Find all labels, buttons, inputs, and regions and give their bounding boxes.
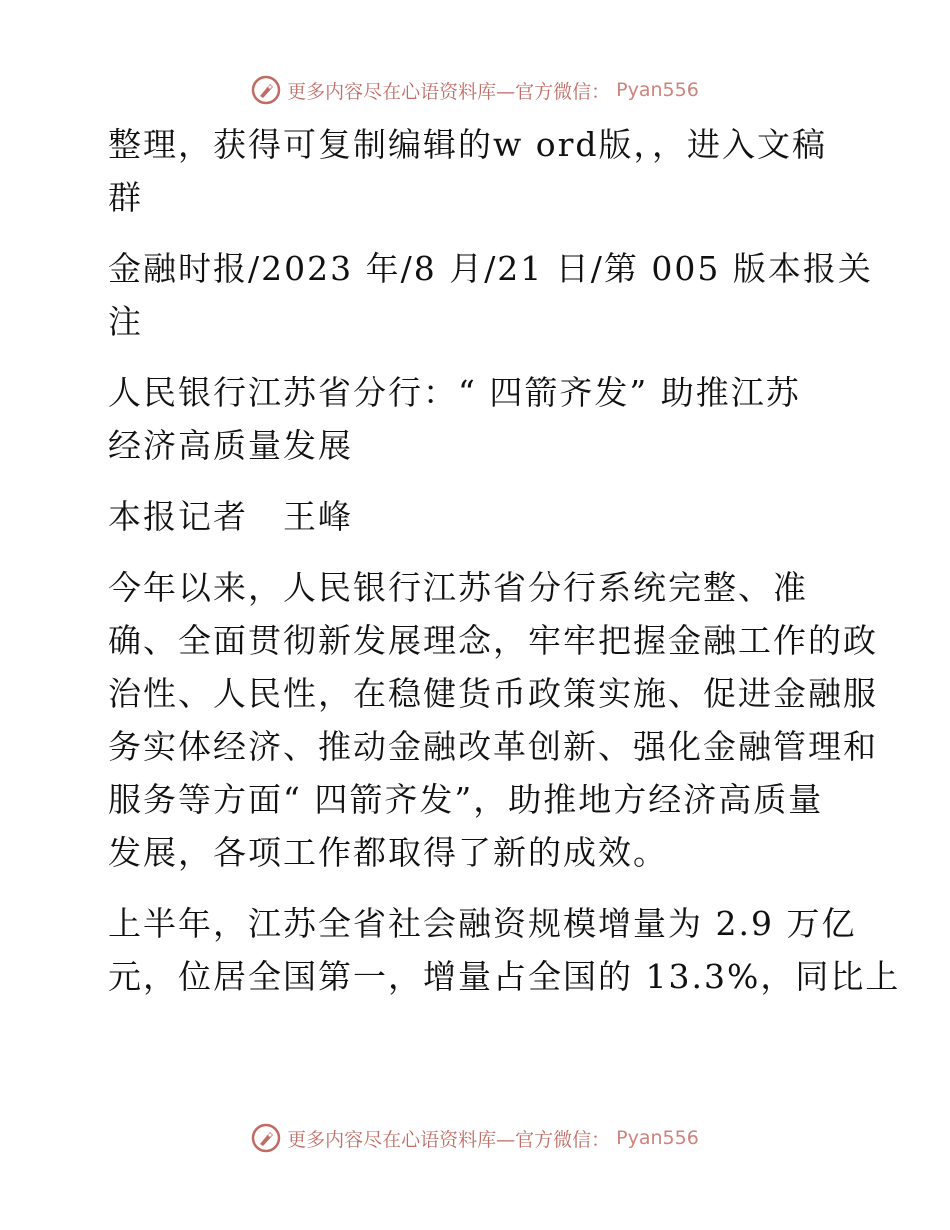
footer-banner-wechat-id: Pyan556	[616, 1127, 699, 1149]
paragraph-source	[98, 242, 873, 348]
footer-banner	[0, 1118, 950, 1158]
text-line: 元，位居全国第一，增量占全国的 13.3%，同比上	[108, 957, 901, 996]
text-line: 发展，各项工作都取得了新的成效。	[108, 833, 668, 872]
text-line: 确、全面贯彻新发展理念，牢牢把握金融工作的政	[108, 621, 878, 660]
document-body	[98, 118, 901, 1021]
text-line: 上半年，江苏全省社会融资规模增量为 2.9 万亿	[108, 904, 857, 943]
pen-nib-icon	[251, 1123, 281, 1153]
paragraph-body-2	[98, 897, 901, 1003]
text-line: 务实体经济、推动金融改革创新、强化金融管理和	[108, 727, 878, 766]
paragraph-intro	[98, 118, 858, 224]
footer-banner-text: 更多内容尽在心语资料库—官方微信：	[287, 1128, 611, 1151]
text-line: 本报记者 王峰	[108, 497, 353, 536]
pen-nib-icon	[251, 75, 281, 105]
article-byline	[98, 490, 858, 543]
article-headline	[98, 366, 858, 472]
text-line: 群	[108, 178, 143, 217]
text-line: 经济高质量发展	[108, 426, 353, 465]
text-line: 金融时报/2023 年/8 月/21 日/第 005 版本报关	[108, 249, 873, 288]
text-line: 今年以来，人民银行江苏省分行系统完整、准	[108, 568, 808, 607]
text-line: 服务等方面“ 四箭齐发”，助推地方经济高质量	[108, 780, 824, 819]
text-line: 人民银行江苏省分行：“ 四箭齐发” 助推江苏	[108, 373, 801, 412]
header-banner	[0, 70, 950, 110]
header-banner-text: 更多内容尽在心语资料库—官方微信：	[287, 80, 611, 103]
paragraph-body-1	[98, 561, 878, 879]
text-line: 注	[108, 302, 143, 341]
text-line: 整理，获得可复制编辑的w ord版，，进入文稿	[108, 125, 828, 164]
text-line: 治性、人民性，在稳健货币政策实施、促进金融服	[108, 674, 878, 713]
header-banner-wechat-id: Pyan556	[616, 79, 699, 101]
